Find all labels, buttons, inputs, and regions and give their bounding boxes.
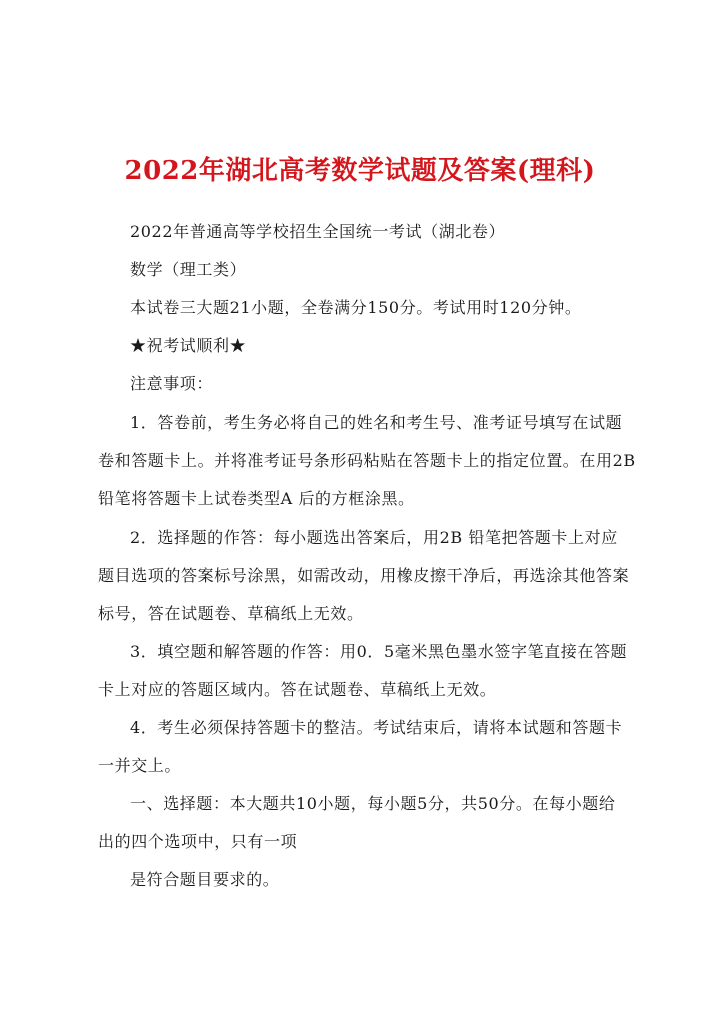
good-luck-line: ★祝考试顺利★: [130, 336, 247, 355]
note-1-line-3: 铅笔将答题卡上试卷类型A 后的方框涂黑。: [98, 489, 415, 508]
note-1-line-2: 卷和答题卡上。并将准考证号条形码粘贴在答题卡上的指定位置。在用2B: [98, 451, 636, 470]
section-intro-line-3: 是符合题目要求的。: [130, 870, 280, 889]
note-2-line-1: 2．选择题的作答：每小题选出答案后，用2B 铅笔把答题卡上对应: [130, 528, 618, 547]
note-2-line-2: 题目选项的答案标号涂黑，如需改动，用橡皮擦干净后，再选涂其他答案: [98, 566, 630, 585]
section-intro-line-2: 出的四个选项中，只有一项: [98, 832, 298, 851]
section-intro-line-1: 一、选择题：本大题共10小题，每小题5分，共50分。在每小题给: [130, 794, 616, 813]
note-3-line-1: 3．填空题和解答题的作答：用0．5毫米黑色墨水签字笔直接在答题: [130, 642, 628, 661]
exam-name: 2022年普通高等学校招生全国统一考试（湖北卷）: [130, 222, 506, 241]
note-2-line-3: 标号，答在试题卷、草稿纸上无效。: [98, 604, 364, 623]
note-4-line-1: 4．考生必须保持答题卡的整洁。考试结束后，请将本试题和答题卡: [130, 718, 623, 737]
note-3-line-2: 卡上对应的答题区域内。答在试题卷、草稿纸上无效。: [98, 680, 497, 699]
note-4-line-2: 一并交上。: [98, 756, 182, 775]
document-title: 2022年湖北高考数学试题及答案(理科): [124, 156, 596, 186]
note-1-line-1: 1．答卷前，考生务必将自己的姓名和考生号、准考证号填写在试题: [130, 413, 623, 432]
notice-heading: 注意事项：: [130, 374, 214, 393]
exam-info: 本试卷三大题21小题，全卷满分150分。考试用时120分钟。: [130, 298, 582, 317]
subject-line: 数学（理工类）: [130, 260, 247, 279]
